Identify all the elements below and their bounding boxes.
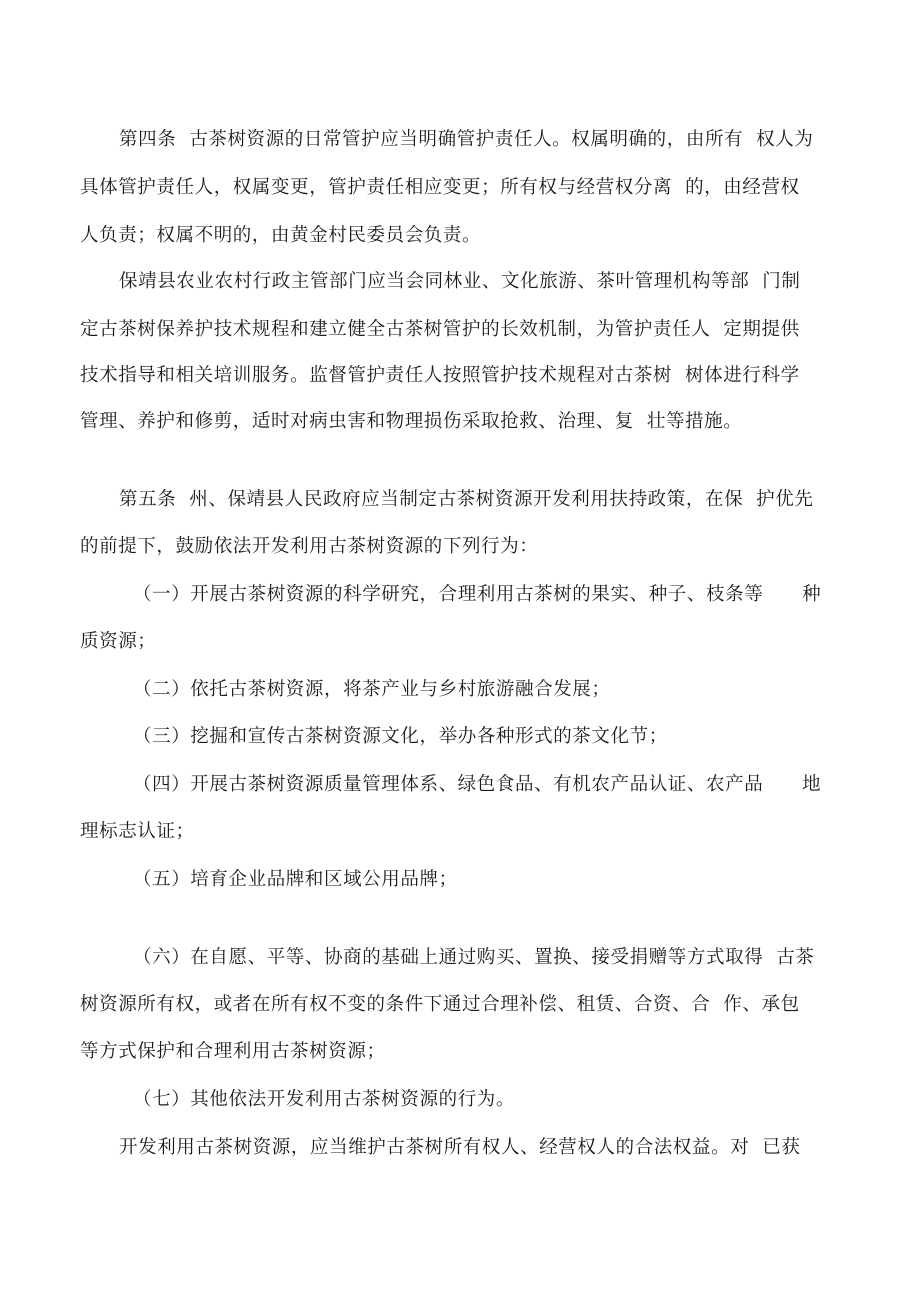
article5-item2-line1: （二）依托古茶树资源，将茶产业与乡村旅游融合发展； [133, 679, 611, 700]
article4-p2-line3: 技术指导和相关培训服务。监督管护责任人按照管护技术规程对古茶树 树体进行科学 [80, 365, 800, 386]
article4-p2-line1: 保靖县农业农村行政主管部门应当会同林业、文化旅游、茶叶管理机构等部 门制 [119, 271, 801, 292]
article5-item4-line1: （四）开展古茶树资源质量管理体系、绿色食品、有机农产品认证、农产品 地 [133, 774, 822, 795]
article5-item1-line2: 质资源； [80, 631, 157, 652]
article4-p1-line1: 第四条 古茶树资源的日常管护应当明确管护责任人。权属明确的，由所有 权人为 [119, 129, 814, 150]
article5-item4-line2: 理标志认证； [80, 821, 195, 842]
article5-item3-line1: （三）挖掘和宣传古茶树资源文化，举办各种形式的茶文化节； [133, 726, 668, 747]
article5-item7-line1: （七）其他依法开发利用古茶树资源的行为。 [133, 1089, 516, 1110]
article4-p1-line2: 具体管护责任人，权属变更，管护责任相应变更；所有权与经营权分离 的，由经营权 [80, 177, 800, 198]
article5-item6-line1: （六）在自愿、平等、协商的基础上通过购买、置换、接受捐赠等方式取得 古茶 [133, 947, 815, 968]
article5-item6-line3: 等方式保护和合理利用古茶树资源； [80, 1041, 386, 1062]
article5-item6-line2: 树资源所有权，或者在所有权不变的条件下通过合理补偿、租赁、合资、合 作、承包 [80, 994, 800, 1015]
article5-item5-line1: （五）培育企业品牌和区域公用品牌； [133, 869, 458, 890]
article5-intro-line1: 第五条 州、保靖县人民政府应当制定古茶树资源开发利用扶持政策，在保 护优先 [119, 489, 814, 510]
article5-intro-line2: 的前提下，鼓励依法开发利用古茶树资源的下列行为： [80, 536, 539, 557]
article4-p1-line3: 人负责；权属不明的，由黄金村民委员会负责。 [80, 225, 482, 246]
article5-item1-line1: （一）开展古茶树资源的科学研究，合理利用古茶树的果实、种子、枝条等 种 [133, 584, 822, 605]
article4-p2-line4: 管理、养护和修剪，适时对病虫害和物理损伤采取抢救、治理、复 壮等措施。 [80, 411, 743, 432]
article4-p2-line2: 定古茶树保养护技术规程和建立健全古茶树管护的长效机制，为管护责任人 定期提供 [80, 319, 800, 340]
article5-closing-line1: 开发利用古茶树资源，应当维护古茶树所有权人、经营权人的合法权益。对 已获 [119, 1137, 801, 1158]
